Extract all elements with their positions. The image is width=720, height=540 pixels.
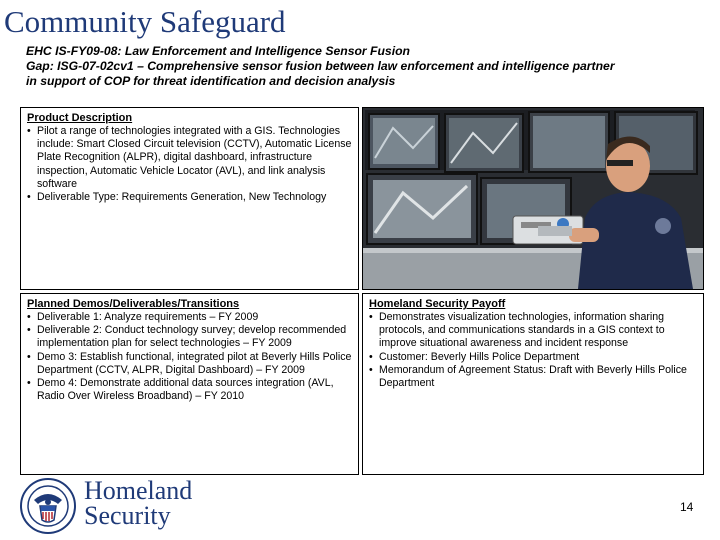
list-item: • Deliverable Type: Requirements Generation, New Technology <box>27 191 352 204</box>
product-description-list <box>27 125 352 204</box>
officer-monitoring-photo <box>363 108 703 289</box>
list-item: • Demo 3: Establish functional, integrated pilot at Beverly Hills Police Department (CCTV, ALPR, Digital Dashboard) – FY 2009 <box>27 351 352 377</box>
page-title: Community Safeguard <box>4 4 286 39</box>
photo-box <box>362 107 704 290</box>
subtitle-line-1: EHC IS-FY09-08: Law Enforcement and Intelligence Sensor Fusion <box>26 44 410 58</box>
list-item: • Customer: Beverly Hills Police Department <box>369 351 697 364</box>
product-description-box <box>20 107 359 290</box>
planned-demos-list <box>27 311 352 403</box>
product-description-title: Product Description <box>27 112 133 124</box>
homeland-security-payoff-title: Homeland Security Payoff <box>369 298 506 310</box>
subtitle-line-3: in support of COP for threat identification and decision analysis <box>26 74 396 88</box>
planned-demos-title: Planned Demos/Deliverables/Transitions <box>27 298 240 310</box>
list-item: • Memorandum of Agreement Status: Draft with Beverly Hills Police Department <box>369 364 697 390</box>
list-item: • Deliverable 2: Conduct technology survey; develop recommended implementation plan for select technologies – FY 2009 <box>27 324 352 350</box>
list-item: • Demo 4: Demonstrate additional data sources integration (AVL, Radio Over Wireless Broadband) – FY 2010 <box>27 377 352 403</box>
homeland-security-payoff-box <box>362 293 704 475</box>
subtitle-line-2: Gap: ISG-07-02cv1 – Comprehensive sensor fusion between law enforcement and intelligence partner <box>26 59 615 73</box>
list-item: • Demonstrates visualization technologies, information sharing protocols, and communications standards in a GIS context to improve situational awareness and incident response <box>369 311 697 351</box>
list-item: • Deliverable 1: Analyze requirements – FY 2009 <box>27 311 352 324</box>
planned-demos-box <box>20 293 359 475</box>
list-item: • Pilot a range of technologies integrated with a GIS. Technologies include: Smart Closed Circuit television (CCTV), Automatic License Plate Recognition (ALPR), digital dashboard, infrastructure inspection, Automatic Vehicle Locator (AVL), and link analysis software <box>27 125 352 191</box>
subtitle <box>26 44 706 89</box>
page-number: 14 <box>680 500 694 514</box>
dhs-seal-icon <box>20 478 76 534</box>
homeland-security-logo <box>20 478 235 534</box>
logo-wordmark <box>84 478 192 528</box>
logo-line-1: Homeland <box>84 476 193 505</box>
homeland-security-payoff-list <box>369 311 697 390</box>
logo-line-2: Security <box>84 501 171 530</box>
